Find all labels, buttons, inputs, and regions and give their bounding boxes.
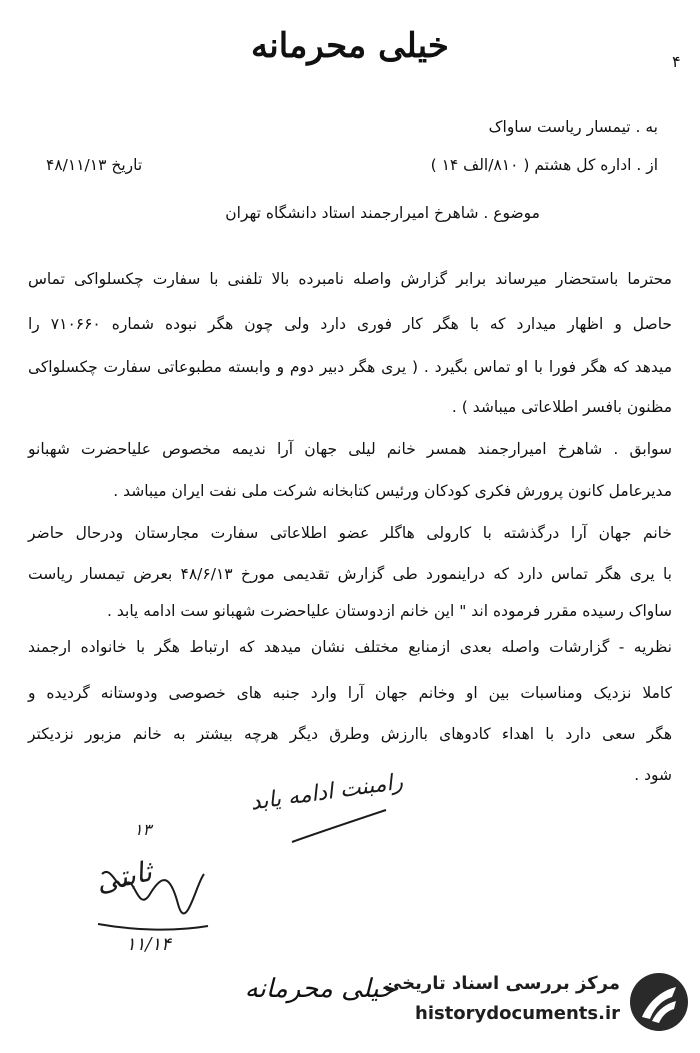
watermark-title: مرکز بررسی اسناد تاریخی (383, 973, 620, 994)
handwritten-underline (290, 806, 390, 846)
body-line-12: هگر سعی دارد با اهداء کادوهای باارزش وطرق دیگر هرچه بیشتر به خانم مزبور نزدیکتر (28, 725, 672, 743)
body-line-4: مظنون بافسر اطلاعاتی میباشد ) . (451, 398, 672, 416)
bottom-classification-stamp: خیلی محرمانه (244, 974, 396, 1004)
handwritten-note: رامبنت ادامه یابد (249, 769, 405, 816)
body-line-6: مدیرعامل کانون پرورش فکری کودکان ورئیس کتابخانه شرکت ملی نفت ایران میباشد . (113, 482, 672, 500)
signature-date: ۱۱/۱۴ (126, 934, 171, 955)
handwritten-signature: ثابتی (93, 854, 155, 899)
body-line-13: شود . (634, 766, 672, 784)
subject-line: موضوع . شاهرخ امیرارجمند استاد دانشگاه تهران (225, 204, 540, 222)
body-line-9: ساواک رسیده مقرر فرموده اند " این خانم ازدوستان علیاحضرت شهبانو ست ادامه یابد . (107, 602, 672, 620)
date-line: تاریخ ۴۸/۱۱/۱۳ (46, 156, 143, 174)
body-line-1: محترما باستحضار میرساند برابر گزارش واصله نامبرده بالا تلفنی با سفارت چکسلواکی تماس (28, 270, 672, 288)
body-line-8: با یری هگر تماس دارد که دراینمورد طی گزارش تقدیمی مورخ ۴۸/۶/۱۳ بعرض تیمسار ریاست (28, 565, 672, 583)
handwritten-marks: ۱۳ (134, 820, 152, 839)
sender-line: از . اداره کل هشتم ( ۸۱۰/الف ۱۴ ) (430, 156, 658, 174)
body-line-3: میدهد که هگر فورا با او تماس بگیرد . ( یری هگر دبیر دوم و وابسته مطبوعاتی سفارت چکسلواکی (28, 358, 672, 376)
signature-scribble (92, 844, 212, 944)
archive-logo-icon (630, 973, 688, 1031)
watermark-url: historydocuments.ir (415, 1003, 620, 1024)
body-line-7: خانم جهان آرا درگذشته با کارولی هاگلر عضو اطلاعاتی سفارت مجارستان ودرحال حاضر (28, 524, 672, 542)
top-classification-heading: خیلی محرمانه (251, 26, 449, 66)
body-line-2: حاصل و اظهار میدارد که با هگر کار فوری دارد ولی چون هگر نبوده شماره ۷۱۰۶۶۰ را (28, 315, 673, 333)
body-line-5: سوابق . شاهرخ امیرارجمند همسر خانم لیلی جهان آرا ندیمه مخصوص علیاحضرت شهبانو (28, 440, 672, 458)
page-number: ۴ (672, 52, 681, 71)
body-line-11: کاملا نزدیک ومناسبات بین او وخانم جهان آرا وارد جنبه های خصوصی ودوستانه گردیده و (28, 684, 672, 702)
archive-watermark (298, 969, 688, 1039)
recipient-line: به . تیمسار ریاست ساواک (488, 118, 658, 136)
body-line-10: نظریه - گزارشات واصله بعدی ازمنابع مختلف نشان میدهد که ارتباط هگر با خانواده ارجمند (28, 638, 672, 656)
